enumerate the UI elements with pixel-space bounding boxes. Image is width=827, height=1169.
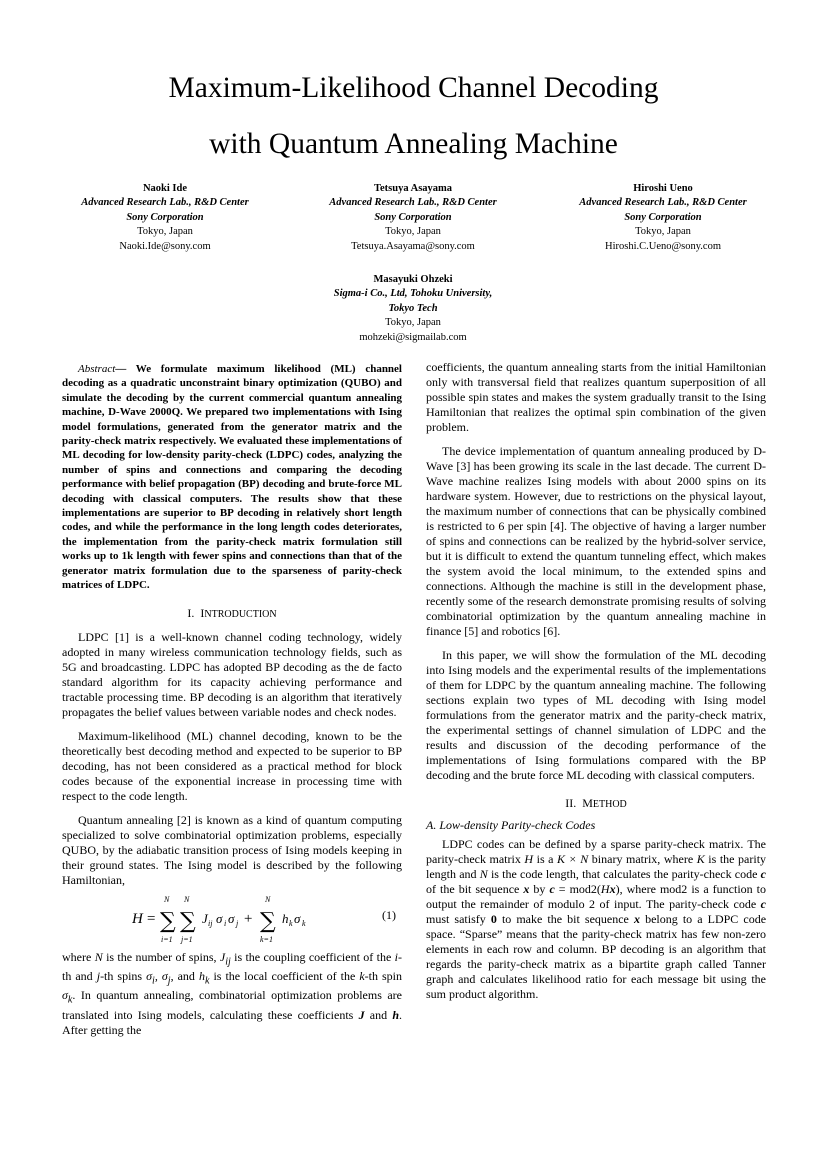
author-block-1	[30, 182, 300, 254]
svg-text:i=1: i=1	[161, 934, 173, 944]
left-column	[62, 362, 402, 1038]
author-affiliation: Advanced Research Lab., R&D Center	[81, 197, 249, 209]
author-affiliation: Tokyo Tech	[388, 302, 438, 314]
paragraph: Maximum-likelihood (ML) channel decoding, known to be the theoretically best decoding method and expected to be superior to BP decoding, has not been considered as a practical method for block codes because of the exponential increase in processing time with respect to the code length.	[62, 728, 402, 803]
section-number: II.	[565, 796, 577, 810]
author-city: Tokyo, Japan	[137, 226, 193, 238]
svg-text:J: J	[202, 910, 208, 926]
author-affiliation: Sony Corporation	[126, 211, 204, 223]
section-heading-introduction	[62, 606, 402, 622]
author-city: Tokyo, Japan	[385, 317, 441, 329]
author-affiliation: Advanced Research Lab., R&D Center	[579, 197, 747, 209]
abstract	[62, 362, 402, 593]
section-heading-method	[426, 796, 766, 812]
svg-text:h: h	[282, 910, 289, 926]
svg-text:H: H	[132, 910, 143, 927]
author-email: Hiroshi.C.Ueno@sony.com	[604, 240, 722, 252]
author-name: Tetsuya Asayama	[373, 183, 453, 194]
svg-text:σ: σ	[228, 910, 235, 926]
svg-text:j=1: j=1	[181, 934, 193, 944]
section-title-initial: I	[200, 605, 205, 620]
svg-text:∑: ∑	[160, 908, 176, 934]
author-affiliation: Sony Corporation	[374, 211, 452, 223]
section-title-rest: NTRODUCTION	[204, 608, 277, 620]
svg-text:N: N	[164, 894, 170, 904]
abstract-text: — We formulate maximum likelihood (ML) channel decoding as a quadratic unconstraint binary optimization (QUBO) and simulate the decoding by the current commercial quantum annealing machine, D-Wave 2000Q. We prepared two implementations with Ising model formulations, generated from the generator matrix and the parity-check matrix respectively. We evaluated these implementations of ML decoding for low-density parity-check (LDPC) codes, analyzing the number of spins and connections and comparing the decoding performance with belief propagation (BP) decoding and brute-force ML decoding with classical computers. The results show that these implementations are superior to BP decoding in relatively short length codes, and while the performance in the long length codes deteriorates, the implementation from the parity-check matrix formulation still works up to 1k length with fewer spins and connections than that of the generator matrix formulation due to the sparseness of parity-check matrices of LDPC.	[62, 363, 402, 592]
svg-text:N: N	[265, 894, 271, 904]
svg-text:σ: σ	[294, 910, 301, 926]
author-block-3	[528, 182, 798, 254]
svg-text:i: i	[224, 918, 227, 928]
section-title-initial: M	[582, 796, 593, 810]
right-column	[426, 360, 766, 1002]
author-email: mohzeki@sigmailab.com	[359, 331, 467, 343]
author-city: Tokyo, Japan	[635, 226, 691, 238]
author-block-2	[278, 182, 548, 254]
section-title-rest: ETHOD	[592, 799, 627, 810]
author-affiliation: Advanced Research Lab., R&D Center	[329, 197, 497, 209]
equation-1	[62, 888, 402, 946]
svg-text:σ: σ	[216, 910, 223, 926]
paragraph: Quantum annealing [2] is known as a kind of quantum computing specialized to solve combinatorial optimization problems, especially QUBO, by the adiabatic transition process of Ising models keeping in their ground states. The Ising model is described by the following Hamiltonian,	[62, 812, 402, 887]
author-email: Naoki.Ide@sony.com	[119, 240, 211, 252]
author-name: Hiroshi Ueno	[633, 183, 693, 194]
author-city: Tokyo, Japan	[385, 226, 441, 238]
svg-text:k: k	[289, 918, 293, 928]
svg-text:j: j	[236, 918, 239, 928]
equation-number: (1)	[382, 907, 396, 922]
svg-text:k: k	[302, 918, 306, 928]
svg-text:∑: ∑	[260, 908, 276, 934]
author-name: Naoki Ide	[142, 183, 188, 194]
author-affiliation: Sigma-i Co., Ltd, Tohoku University,	[333, 288, 493, 300]
subsection-heading: A. Low-density Parity-check Codes	[426, 818, 596, 832]
paragraph: In this paper, we will show the formulation of the ML decoding into Ising models and the experimental results of the implementations of them for LDPC by the quantum annealing machine. The following sections explain two types of ML decoding with Ising model formulations from the generator matrix and the parity-check matrix, the experimental settings of channel simulation of LDPC and the results and discussion of the decoding performance of the implementations of Ising formulations compared with the BP decoding and the brute force ML decoding with classical computers.	[426, 648, 766, 782]
paragraph: LDPC codes can be defined by a sparse parity-check matrix. The parity-check matrix H is a K × N binary matrix, where K is the parity length and N is the code length, that calculates the parity-check code c of the bit sequence x by c = mod2(Hx), where mod2 is a function to output the remainder of modulo 2 of input. The parity-check code c must satisfy 0 to make the bit sequence x belong to a LDPC code space. “Sparse” means that the parity-check matrix has few non-zero elements in each row and column. BP decoding is an algorithm that regards the parity-check matrix as a bipartite graph called Tanner graph and calculates likelihood ratio for each message bit using the sum product algorithm.	[426, 837, 767, 1001]
paragraph: coefficients, the quantum annealing starts from the initial Hamiltonian only with transversal field that realizes quantum superposition of all possible spin states and makes the system gradually transit to the Ising Hamiltonian that realizes the optimal spin combination of the given problem.	[426, 360, 766, 434]
svg-text:∑: ∑	[180, 908, 196, 934]
paper-title-line-2: with Quantum Annealing Machine	[209, 128, 618, 160]
paper-title-line-1: Maximum-Likelihood Channel Decoding	[168, 72, 659, 104]
abstract-label: Abstract	[78, 363, 116, 375]
svg-text:ij: ij	[208, 918, 213, 928]
author-block-4	[278, 273, 548, 345]
paragraph: LDPC [1] is a well-known channel coding technology, widely adopted in many wireless communication technology fields, such as 5G and broadcasting. LDPC has adopted BP decoding as the de facto standard algorithm for its capacity achieving performance and tractable processing time. BP decoding is an algorithm that iteratively propagates the belief values between variable nodes and check nodes.	[62, 629, 402, 719]
svg-text:N: N	[184, 894, 190, 904]
svg-text:+: +	[243, 910, 254, 927]
hamiltonian-equation	[132, 890, 332, 946]
paragraph: The device implementation of quantum annealing produced by D-Wave [3] has been growing its scale in the last decade. The current D-Wave machine realizes Ising models with about 2000 spins on its hardware system. However, due to restrictions on the physical layout, the maximum number of connections that can be physically combined is restricted to 6 per spin [4]. The objective of having a larger number of spins and connections can be realized by the hybrid-solver service, but it is difficult to extend the quantum tunneling effect, which makes the system avoid the local minimum, to the extended spins and connections. Although the machine is still in the development phase, recently some of the research demonstrate promising results of solving combinatorial optimization by the quantum annealing machine in finance [5] and robotics [6].	[426, 444, 766, 638]
svg-text:=: =	[146, 910, 157, 927]
author-affiliation: Sony Corporation	[624, 211, 702, 223]
section-number: I.	[187, 605, 195, 620]
author-email: Tetsuya.Asayama@sony.com	[351, 240, 475, 252]
svg-text:k=1: k=1	[260, 934, 273, 944]
author-name: Masayuki Ohzeki	[373, 274, 453, 285]
paragraph: where N is the number of spins, $J_{ij}$ is the coupling coefficient of the i-th and j-th spins $\sigma_i$, $\sigma_j$, and $h_k$ is the local coefficient of the k-th spin $\sigma_k$. In quantum annealing, combinatorial optimization problems are translated into Ising models, calculating these coefficients J and h. After getting the	[62, 949, 403, 1037]
